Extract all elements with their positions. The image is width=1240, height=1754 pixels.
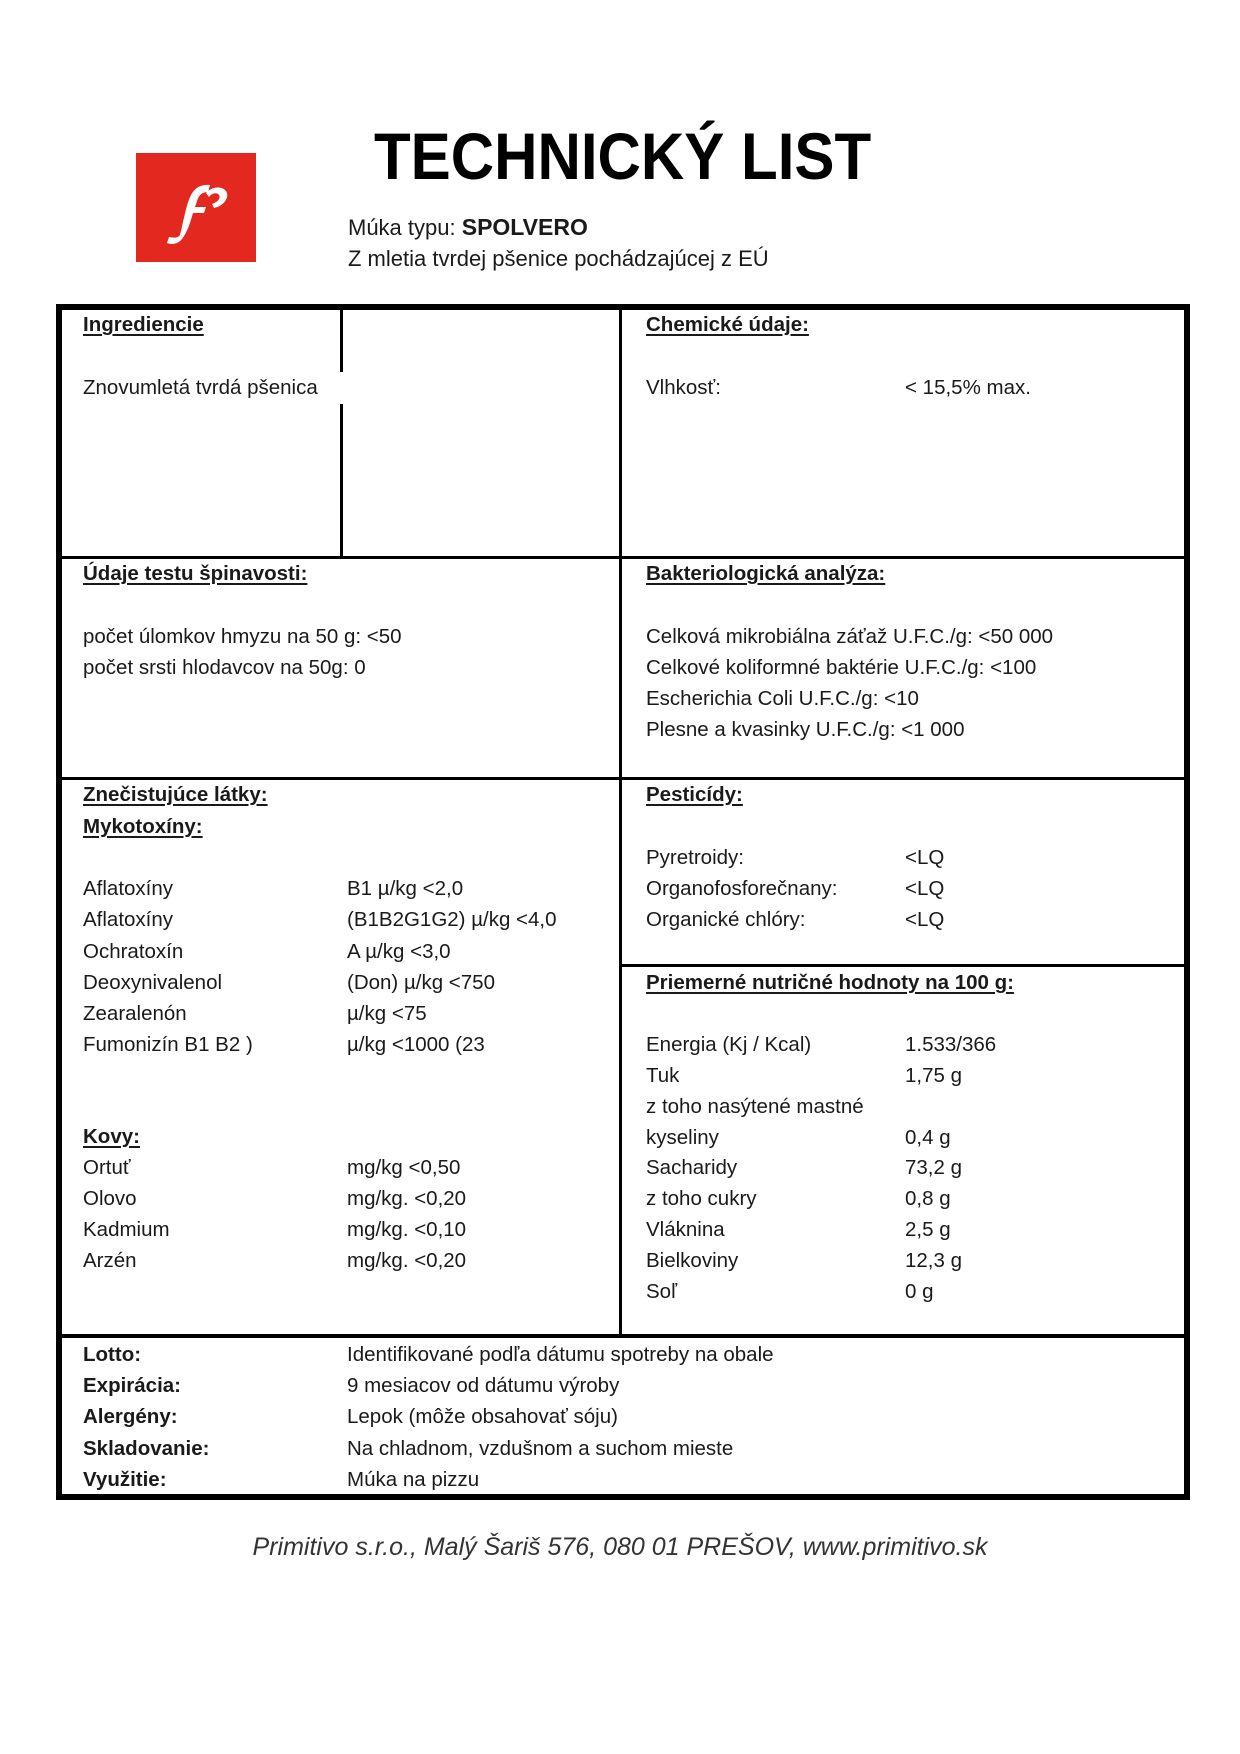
flour-type-label: Múka typu: <box>348 215 456 240</box>
row-divider-pesticides-nutrition <box>619 964 1190 967</box>
mycotoxin-label: Aflatoxíny <box>83 877 174 900</box>
pesticide-label: Pyretroidy: <box>646 846 744 869</box>
nutrition-label: z toho nasýtené mastné <box>646 1095 864 1118</box>
page-title: TECHNICKÝ LIST <box>374 119 872 193</box>
metal-label: Arzén <box>83 1249 137 1272</box>
mycotoxin-label: Ochratoxín <box>83 940 184 963</box>
dirt-test-line: počet úlomkov hmyzu na 50 g: <50 <box>83 625 402 648</box>
mycotoxin-value: A µ/kg <3,0 <box>347 940 451 963</box>
mycotoxin-label: Zearalenón <box>83 1002 187 1025</box>
flour-type-value: SPOLVERO <box>461 214 588 240</box>
ingredient-item: Znovumletá tvrdá pšenica <box>83 376 318 399</box>
info-label: Lotto: <box>83 1343 142 1366</box>
column-divider <box>619 304 622 1336</box>
bacteriology-line: Celkové koliformné baktérie U.F.C./g: <100 <box>646 656 1037 679</box>
flour-origin: Z mletia tvrdej pšenice pochádzajúcej z EÚ <box>348 246 769 271</box>
pesticide-label: Organofosforečnany: <box>646 877 838 900</box>
ingredients-inner-divider-bottom <box>340 404 343 557</box>
chemical-label: Vlhkosť: <box>646 376 721 399</box>
mycotoxin-label: Deoxynivalenol <box>83 971 223 994</box>
info-value: Na chladnom, vzdušnom a suchom mieste <box>347 1437 734 1460</box>
company-logo <box>136 153 256 262</box>
flour-type <box>348 214 588 241</box>
metal-value: mg/kg <0,50 <box>347 1156 461 1179</box>
nutrition-value: 0 g <box>905 1280 934 1303</box>
ingredients-title: Ingrediencie <box>83 313 204 336</box>
mycotoxin-value: µ/kg <1000 (23 <box>347 1033 485 1056</box>
company-footer: Primitivo s.r.o., Malý Šariš 576, 080 01 PREŠOV, www.primitivo.sk <box>252 1533 988 1561</box>
metal-label: Kadmium <box>83 1218 170 1241</box>
pesticide-label: Organické chlóry: <box>646 908 806 931</box>
info-label: Skladovanie: <box>83 1437 210 1460</box>
nutrition-value: 73,2 g <box>905 1156 962 1179</box>
row-divider-2 <box>56 777 1190 780</box>
bacteriology-line: Escherichia Coli U.F.C./g: <10 <box>646 687 919 710</box>
metal-value: mg/kg. <0,20 <box>347 1249 467 1272</box>
pesticide-value: <LQ <box>905 846 945 869</box>
nutrition-label: Sacharidy <box>646 1156 738 1179</box>
mycotoxin-value: (B1B2G1G2) µ/kg <4,0 <box>347 908 557 931</box>
mycotoxin-value: B1 µ/kg <2,0 <box>347 877 464 900</box>
dirt-test-line: počet srsti hlodavcov na 50g: 0 <box>83 656 366 679</box>
info-label: Alergény: <box>83 1405 178 1428</box>
nutrition-value: 0,8 g <box>905 1187 951 1210</box>
info-label: Expirácia: <box>83 1374 181 1397</box>
ingredients-inner-divider-top <box>340 304 343 372</box>
chemical-title: Chemické údaje: <box>646 313 809 336</box>
metal-label: Olovo <box>83 1187 137 1210</box>
bacteriology-line: Plesne a kvasinky U.F.C./g: <1 000 <box>646 718 965 741</box>
pesticides-title: Pesticídy: <box>646 783 743 806</box>
mycotoxins-title: Mykotoxíny: <box>83 815 203 838</box>
spec-table-border <box>56 304 1190 1500</box>
bacteriology-line: Celková mikrobiálna záťaž U.F.C./g: <50 000 <box>646 625 1054 648</box>
nutrition-title: Priemerné nutričné hodnoty na 100 g: <box>646 971 1014 994</box>
mycotoxin-value: (Don) µ/kg <750 <box>347 971 495 994</box>
info-value: 9 mesiacov od dátumu výroby <box>347 1374 620 1397</box>
pesticide-value: <LQ <box>905 877 945 900</box>
nutrition-label: Soľ <box>646 1280 678 1303</box>
nutrition-value: 1.533/366 <box>905 1033 997 1056</box>
metal-value: mg/kg. <0,10 <box>347 1218 467 1241</box>
info-value: Múka na pizzu <box>347 1468 480 1491</box>
metal-value: mg/kg. <0,20 <box>347 1187 467 1210</box>
mycotoxin-label: Fumonizín B1 B2 ) <box>83 1033 253 1056</box>
nutrition-label: Bielkoviny <box>646 1249 739 1272</box>
nutrition-label: Tuk <box>646 1064 680 1087</box>
nutrition-label: z toho cukry <box>646 1187 757 1210</box>
contaminants-title: Znečistujúce látky: <box>83 783 268 806</box>
nutrition-value: 2,5 g <box>905 1218 951 1241</box>
row-divider-1 <box>56 556 1190 559</box>
mycotoxin-value: µ/kg <75 <box>347 1002 427 1025</box>
nutrition-label: kyseliny <box>646 1126 719 1149</box>
info-value: Lepok (môže obsahovať sóju) <box>347 1405 618 1428</box>
metal-label: Ortuť <box>83 1156 131 1179</box>
nutrition-value: 0,4 g <box>905 1126 951 1149</box>
nutrition-value: 1,75 g <box>905 1064 962 1087</box>
nutrition-label: Vláknina <box>646 1218 725 1241</box>
info-label: Využitie: <box>83 1468 167 1491</box>
nutrition-label: Energia (Kj / Kcal) <box>646 1033 812 1056</box>
fp-logo-icon <box>136 153 256 262</box>
info-value: Identifikované podľa dátumu spotreby na obale <box>347 1343 774 1366</box>
chemical-value: < 15,5% max. <box>905 376 1031 399</box>
metals-title: Kovy: <box>83 1125 140 1148</box>
row-divider-3 <box>56 1334 1190 1338</box>
nutrition-value: 12,3 g <box>905 1249 962 1272</box>
dirt-test-title: Údaje testu špinavosti: <box>83 562 308 585</box>
pesticide-value: <LQ <box>905 908 945 931</box>
mycotoxin-label: Aflatoxíny <box>83 908 174 931</box>
bacteriology-title: Bakteriologická analýza: <box>646 562 886 585</box>
